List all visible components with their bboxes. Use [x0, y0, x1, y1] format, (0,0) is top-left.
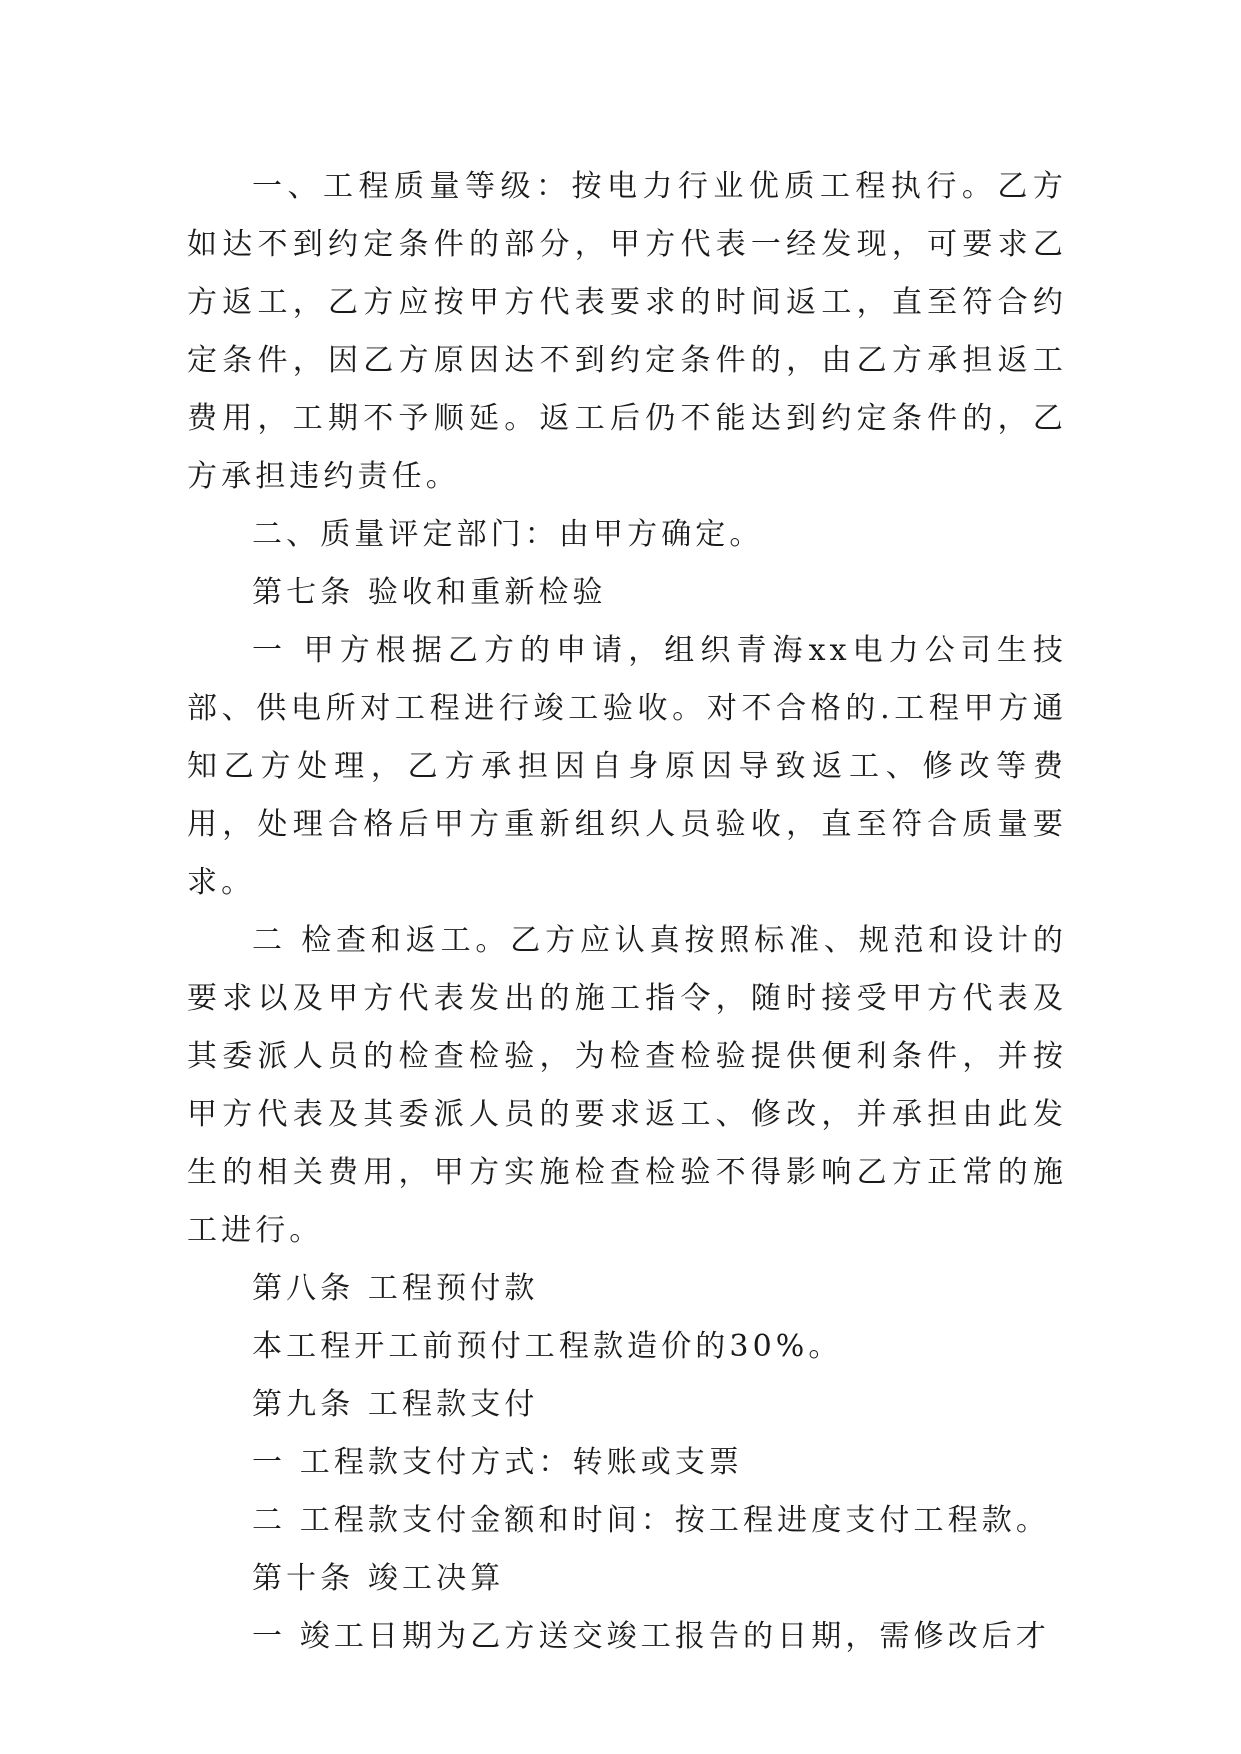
article-7-heading: 第七条 验收和重新检验	[252, 575, 607, 610]
paragraph-inspection-rework: 二 检查和返工。乙方应认真按照标准、规范和设计的要求以及甲方代表发出的施工指令，随时接受甲方代表及其委派人员的检查检验，为检查检验提供便利条件，并按甲方代表及其委派人员的要求返工、修改，并承担由此发生的相关费用，甲方实施检查检验不得影响乙方正常的施工进行。	[187, 923, 1067, 1248]
paragraph-quality-level: 一、工程质量等级：按电力行业优质工程执行。乙方如达不到约定条件的部分，甲方代表一经发现，可要求乙方返工，乙方应按甲方代表要求的时间返工，直至符合约定条件，因乙方原因达不到约定条件的，由乙方承担返工费用，工期不予顺延。返工后仍不能达到约定条件的，乙方承担违约责任。	[187, 169, 1067, 494]
article-8-heading: 第八条 工程预付款	[252, 1271, 539, 1306]
article-10-heading: 第十条 竣工决算	[252, 1561, 505, 1596]
paragraph-quality-assessment: 二、质量评定部门：由甲方确定。	[252, 517, 764, 552]
article-9-heading: 第九条 工程款支付	[252, 1387, 539, 1422]
paragraph-acceptance: 一 甲方根据乙方的申请，组织青海xx电力公司生技部、供电所对工程进行竣工验收。对不合格的.工程甲方通知乙方处理，乙方承担因自身原因导致返工、修改等费用，处理合格后甲方重新组织人员验收，直至符合质量要求。	[187, 633, 1067, 900]
paragraph-completion-date: 一 竣工日期为乙方送交竣工报告的日期，需修改后才	[252, 1619, 1050, 1654]
paragraph-advance-payment: 本工程开工前预付工程款造价的30%。	[252, 1329, 843, 1364]
document-body	[187, 158, 1067, 1666]
paragraph-payment-method: 一 工程款支付方式：转账或支票	[252, 1445, 744, 1480]
paragraph-payment-amount: 二 工程款支付金额和时间：按工程进度支付工程款。	[252, 1503, 1050, 1538]
